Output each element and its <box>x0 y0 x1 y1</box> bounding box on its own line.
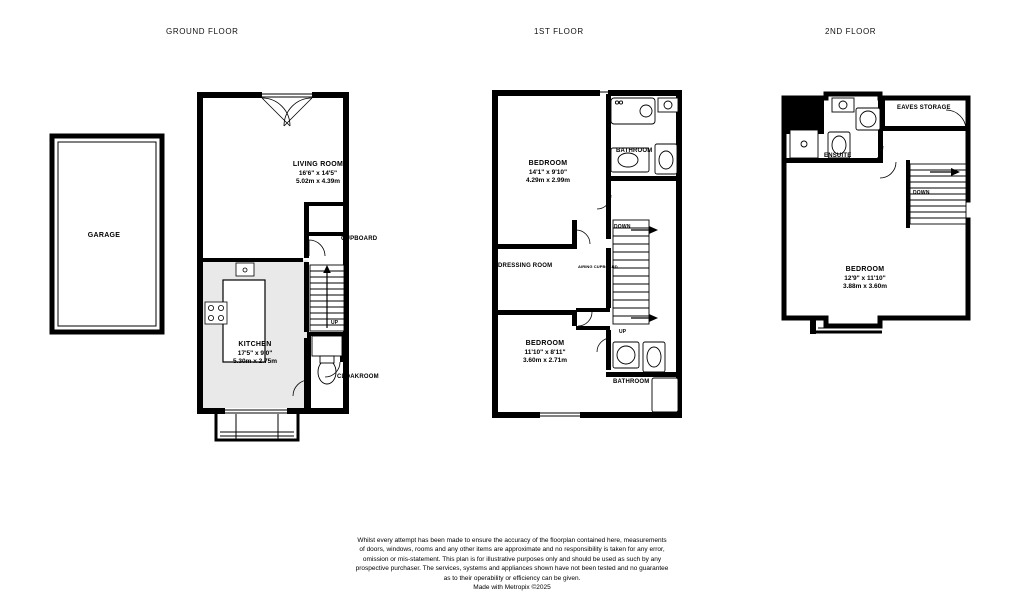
disclaimer-text <box>0 536 1024 593</box>
cloakroom-label: CLOAKROOM <box>337 374 379 380</box>
first-up-label: UP <box>619 329 627 335</box>
disclaimer-line-5: as to their operability or efficiency can be given. <box>443 574 581 582</box>
first-bathroom-top-label: BATHROOM <box>616 148 653 154</box>
disclaimer-line-2: of doors, windows, rooms and any other items are approximate and no responsibility is taken for any error, <box>359 546 665 554</box>
floor-title-first: 1ST FLOOR <box>534 27 584 36</box>
first-bedroom-front-name: BEDROOM <box>528 160 568 167</box>
cupboard-label: CUPBOARD <box>341 236 378 242</box>
kitchen-label <box>175 341 335 366</box>
first-bedroom-front-metric: 4.29m x 2.99m <box>525 176 571 184</box>
first-bedroom-rear-imperial: 11'10" x 8'11" <box>524 348 566 356</box>
second-floor-plan <box>770 80 990 370</box>
eaves-storage-label: EAVES STORAGE <box>897 105 951 111</box>
second-bedroom-imperial: 12'9" x 11'10" <box>844 274 886 282</box>
disclaimer-line-3: omission or mis-statement. This plan is for illustrative purposes only and should be used as such by any <box>362 555 662 563</box>
first-bedroom-rear-metric: 3.60m x 2.71m <box>522 356 568 364</box>
garage-name: GARAGE <box>87 232 121 239</box>
kitchen-name: KITCHEN <box>238 341 272 348</box>
first-floor-plan <box>480 80 710 425</box>
floor-title-second: 2ND FLOOR <box>825 27 877 36</box>
living-room-imperial: 16'6" x 14'5" <box>298 169 338 177</box>
living-room-name: LIVING ROOM <box>292 161 344 168</box>
disclaimer-line-1: Whilst every attempt has been made to ensure the accuracy of the floorplan contained here, measurements <box>357 537 667 544</box>
garage-label <box>62 232 146 241</box>
living-room-label <box>238 161 398 186</box>
disclaimer-credit: Made with Metropix ©2025 <box>473 584 551 592</box>
dressing-room-label: DRESSING ROOM <box>498 263 553 269</box>
airing-cupboard-label: AIRING CUPBOARD <box>578 264 618 269</box>
first-down-label: DOWN <box>614 224 631 230</box>
ensuite-label: ENSUITE <box>824 153 852 159</box>
first-bedroom-front-imperial: 14'1" x 9'10" <box>528 168 568 176</box>
first-bedroom-front-label <box>470 160 626 185</box>
kitchen-imperial: 17'5" x 9'0" <box>237 349 273 357</box>
living-room-metric: 5.02m x 4.39m <box>295 177 341 185</box>
first-bedroom-rear-label <box>467 340 623 365</box>
second-bedroom-metric: 3.88m x 3.60m <box>842 282 888 290</box>
ground-up-label: UP <box>331 320 339 326</box>
second-down-label: DOWN <box>913 190 930 196</box>
first-bedroom-rear-name: BEDROOM <box>525 340 565 347</box>
second-bedroom-name: BEDROOM <box>845 266 885 273</box>
second-bedroom-label <box>775 266 955 291</box>
kitchen-metric: 5.30m x 2.75m <box>232 357 278 365</box>
ground-floor-plan <box>40 80 440 470</box>
floor-title-ground: GROUND FLOOR <box>166 27 239 36</box>
first-bathroom-bottom-label: BATHROOM <box>613 379 650 385</box>
disclaimer-line-4: prospective purchaser. The services, systems and appliances shown have not been tested and no guarantee <box>355 565 669 573</box>
